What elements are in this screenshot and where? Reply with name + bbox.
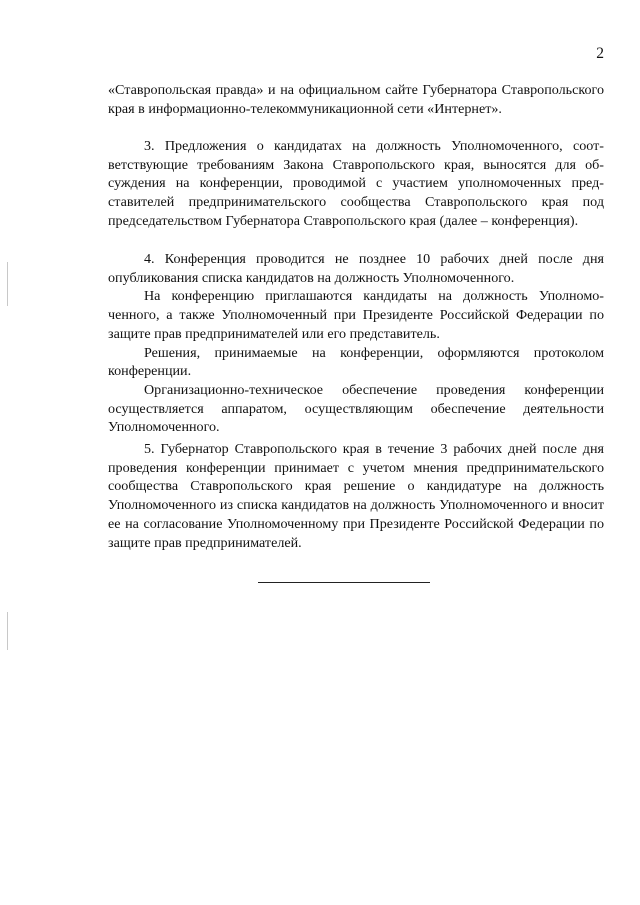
- scan-edge-mark: [7, 612, 8, 650]
- section-item-4: [108, 250, 604, 437]
- paragraph-item-5: 5. Губернатор Ставропольского края в течение 3 рабочих дней после дня проведения конференции принимает с учетом мнения предпринимательского сообщества Ставропольского края решение о кандидатуре на должность Уполномоченного из списка кандидатов на должность Уполномоченного и вносит ее на согласование Уполномоченному при Президенте Российской Федерации по защите прав предпринимателей.: [108, 441, 604, 551]
- paragraph-item-4-invitees: На конференцию приглашаются кандидаты на должность Уполномоченного, а также Уполномоченный при Президенте Российской Федерации по защите прав предпринимателей или его представитель.: [108, 288, 604, 342]
- section-item-3: [108, 137, 604, 231]
- closing-rule: [258, 582, 430, 583]
- paragraph-item-4-decisions: Решения, принимаемые на конференции, оформляются протоколом конференции.: [108, 344, 604, 380]
- scan-edge-mark: [7, 262, 8, 306]
- paragraph-item-4-support: Организационно-техническое обеспечение проведения конференции осуществляется аппаратом, осуществляющим обеспечение деятельности Уполномоченного.: [108, 381, 604, 436]
- section-continuation: [108, 81, 604, 118]
- page-number: 2: [596, 45, 604, 62]
- section-item-5: [108, 440, 604, 552]
- paragraph-continuation: «Ставропольская правда» и на официальном сайте Губернатора Ставропольского края в информационно-телекоммуникационной сети «Интернет».: [108, 82, 604, 117]
- paragraph-item-3: 3. Предложения о кандидатах на должность Уполномоченного, соответствующие требованиям Закона Ставропольского края, выносятся для обсуждения на конференции, проводимой с участием уполномоченных представителей предпринимательского сообщества Ставропольского края под председательством Губернатора Ставропольского края (далее – конференция).: [108, 138, 604, 229]
- paragraph-item-4: 4. Конференция проводится не позднее 10 рабочих дней после дня опубликования списка кандидатов на должность Уполномоченного.: [108, 251, 604, 286]
